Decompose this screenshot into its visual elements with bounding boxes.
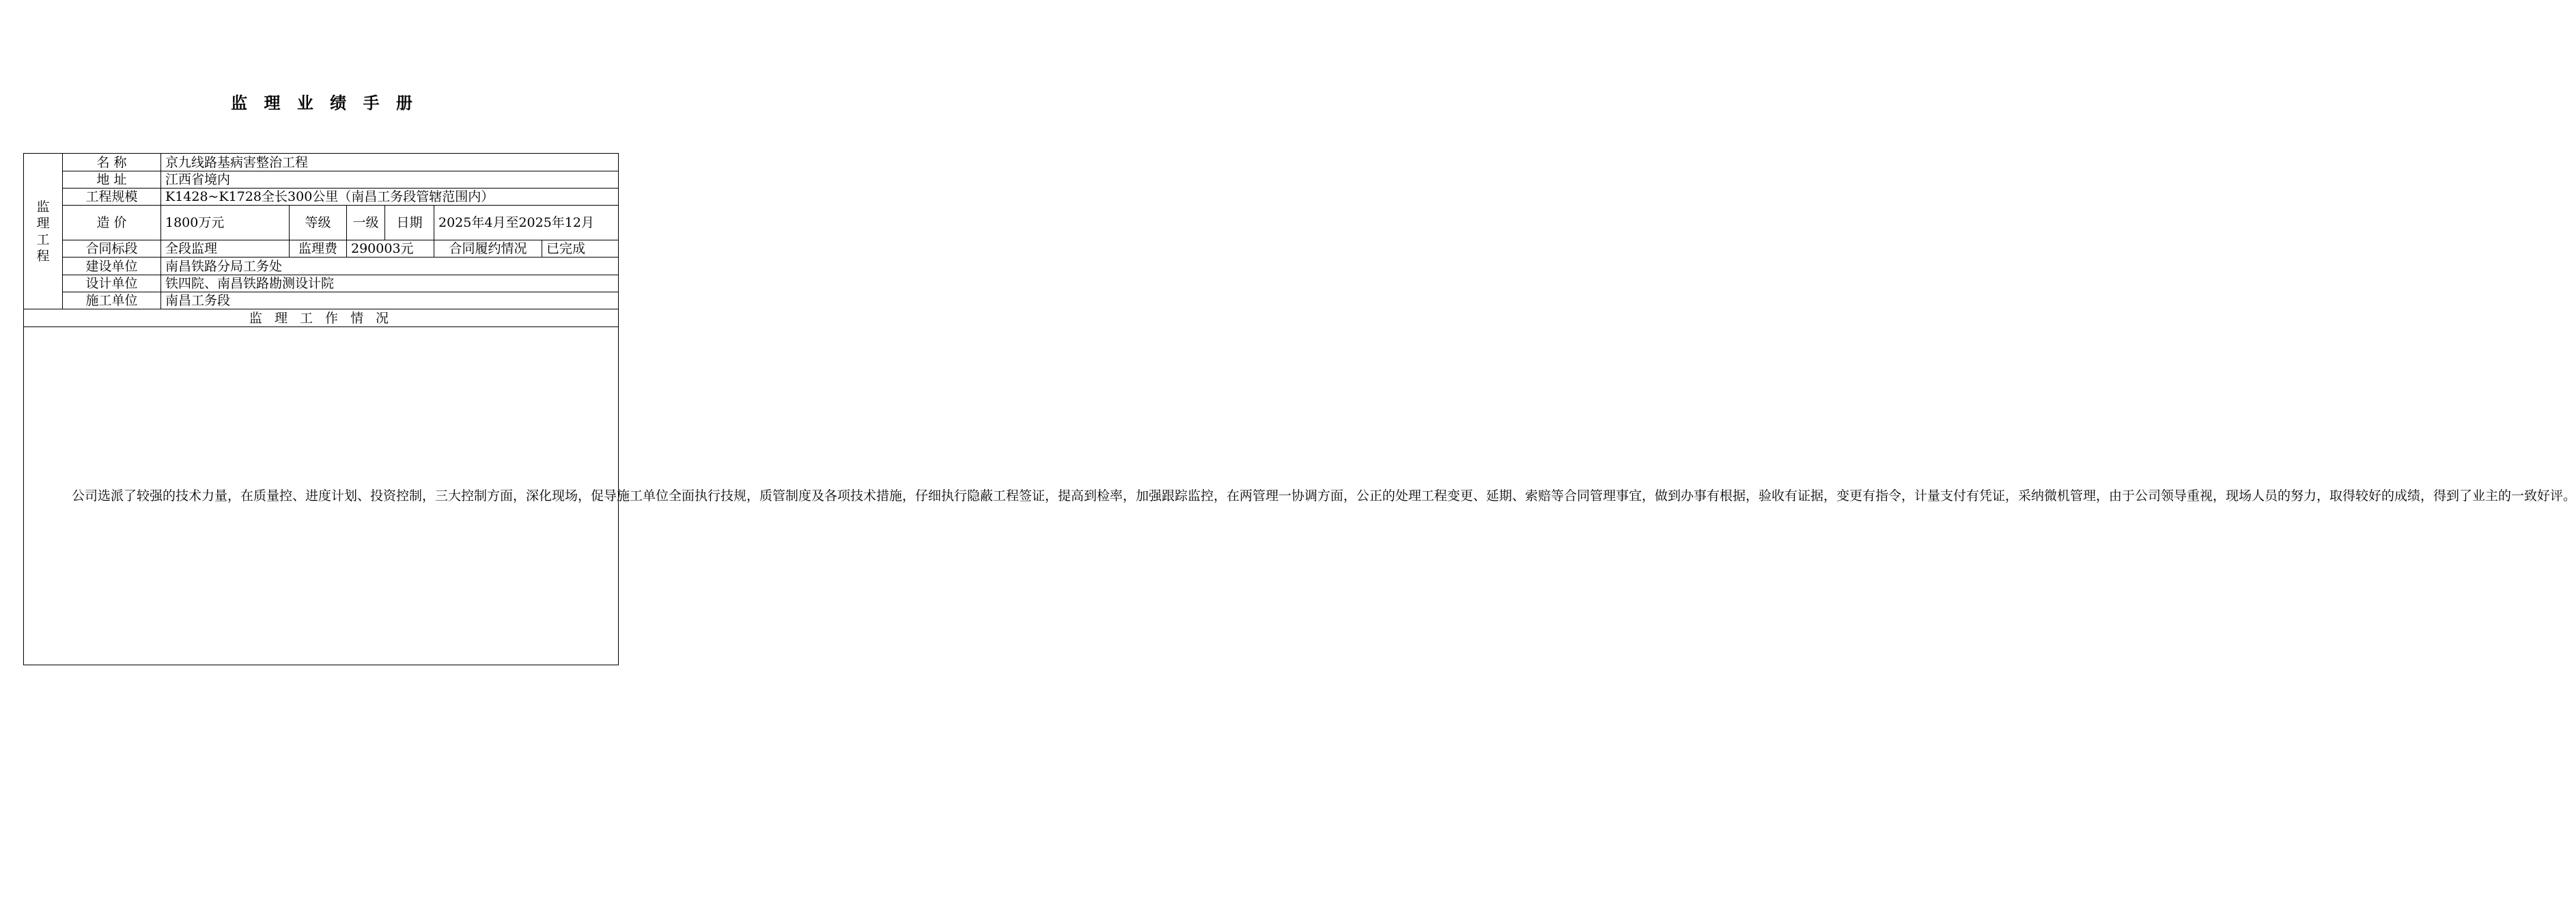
side-label-char: 程	[36, 248, 50, 264]
grade-value: 一级	[347, 206, 385, 240]
side-label-char: 工	[36, 232, 50, 247]
scale-value: K1428~K1728全长300公里（南昌工务段管辖范围内）	[161, 189, 619, 206]
work-section-body	[24, 327, 2576, 665]
name-label: 名 称	[63, 154, 161, 171]
grade-label: 等级	[290, 206, 347, 240]
builder-value: 南昌铁路分局工务处	[161, 258, 619, 275]
project-info-table	[23, 153, 2576, 665]
cost-label: 造 价	[63, 206, 161, 240]
scale-label: 工程规模	[63, 189, 161, 206]
builder-label: 建设单位	[63, 258, 161, 275]
designer-value: 铁四院、南昌铁路勘测设计院	[161, 275, 619, 292]
performance-value: 已完成	[542, 240, 619, 258]
constructor-label: 施工单位	[63, 292, 161, 309]
work-section-text: 公司选派了较强的技术力量，在质量控、进度计划、投资控制，三大控制方面，深化现场，促导施工单位全面执行技规，质管制度及各项技术措施，仔细执行隐蔽工程签证，提高到检率，加强跟踪监控，在两管理一协调方面，公正的处理工程变更、延期、索赔等合同管理事宜，做到办事有根据，验收有证据，变更有指令，计量支付有凭证，采纳微机管理，由于公司领导重视，现场人员的努力，取得较好的成绩，得到了业主的一致好评。	[72, 488, 2576, 503]
date-label: 日期	[385, 206, 434, 240]
address-value: 江西省境内	[161, 171, 619, 189]
side-label-char: 监	[36, 199, 50, 214]
section-value: 全段监理	[161, 240, 290, 258]
constructor-value: 南昌工务段	[161, 292, 619, 309]
side-label-char: 理	[36, 215, 50, 231]
date-value: 2025年4月至2025年12月	[434, 206, 619, 240]
side-label	[24, 154, 63, 309]
work-section-heading: 监 理 工 作 情 况	[24, 309, 619, 327]
page-title: 监 理 业 绩 手 册	[231, 94, 418, 113]
fee-value: 290003元	[347, 240, 434, 258]
name-value: 京九线路基病害整治工程	[161, 154, 619, 171]
fee-label: 监理费	[290, 240, 347, 258]
performance-label: 合同履约情况	[434, 240, 542, 258]
designer-label: 设计单位	[63, 275, 161, 292]
cost-value: 1800万元	[161, 206, 290, 240]
address-label: 地 址	[63, 171, 161, 189]
section-label: 合同标段	[63, 240, 161, 258]
